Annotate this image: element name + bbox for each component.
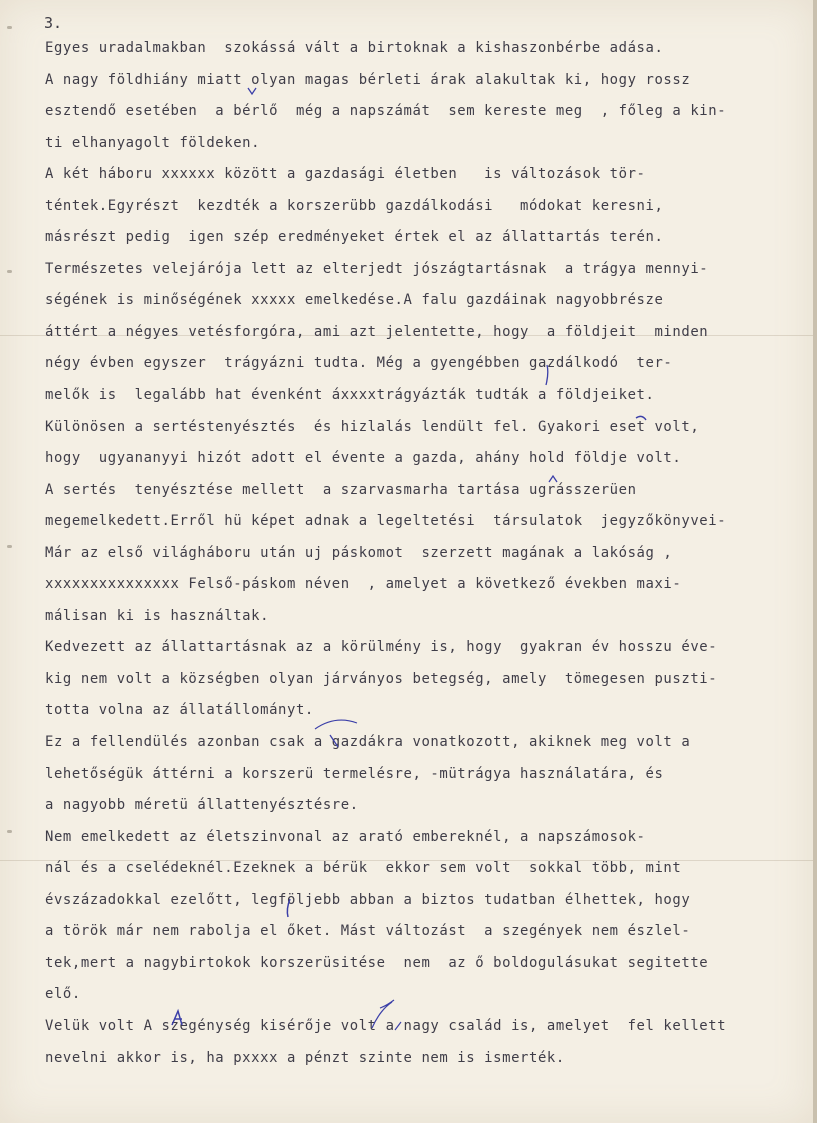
text-line: lehetőségük áttérni a korszerü termelésre, -mütrágya használatára, és xyxy=(45,765,664,782)
text-line: hogy ugyananyyi hizót adott el évente a gazda, ahány hold földje volt. xyxy=(45,450,682,467)
text-line: esztendő esetében a bérlő még a napszámát sem kereste meg , főleg a kin- xyxy=(45,103,727,120)
text-line: A sertés tenyésztése mellett a szarvasmarha tartása ugrásszerüen xyxy=(45,481,637,498)
ink-correction-mark xyxy=(172,1011,182,1025)
insertion-caret xyxy=(248,88,256,94)
text-line: xxxxxxxxxxxxxxx Felső-páskom néven , amelyet a következő években maxi- xyxy=(45,576,682,593)
ink-stroke xyxy=(636,416,646,420)
text-line: nál és a cselédeknél.Ezeknek a bérük ekkor sem volt sokkal több, mint xyxy=(45,860,682,877)
text-line: Természetes velejárója lett az elterjedt jószágtartásnak a trágya mennyi- xyxy=(45,260,709,277)
text-line: ségének is minőségének xxxxx emelkedése.A falu gazdáinak nagyobbrésze xyxy=(45,292,664,309)
ink-note-stroke xyxy=(315,720,357,729)
text-line: melők is legalább hat évenként áxxxxtrágyázták tudták a földjeiket. xyxy=(45,387,655,404)
text-line: téntek.Egyrészt kezdték a korszerübb gazdálkodási módokat keresni, xyxy=(45,197,664,214)
text-line: Ez a fellendülés azonban csak a gazdákra vonatkozott, akiknek meg volt a xyxy=(45,734,691,751)
text-line: A nagy földhiány miatt olyan magas bérleti árak alakultak ki, hogy rossz xyxy=(45,71,691,88)
ink-stroke xyxy=(546,365,548,385)
insertion-caret xyxy=(330,735,338,747)
text-line: Nem emelkedett az életszinvonal az arató embereknél, a napszámosok- xyxy=(45,828,646,845)
text-line: másrészt pedig igen szép eredményeket értek el az állattartás terén. xyxy=(45,229,664,246)
text-line: évszázadokkal ezelőtt, legföljebb abban a biztos tudatban élhettek, hogy xyxy=(45,891,691,908)
text-line: a török már nem rabolja el őket. Mást változást a szegények nem észlel- xyxy=(45,923,691,940)
ink-stroke xyxy=(287,899,290,917)
text-line: A két háboru xxxxxx között a gazdasági életben is változások tör- xyxy=(45,166,646,183)
text-line: áttért a négyes vetésforgóra, ami azt jelentette, hogy a földjeit minden xyxy=(45,323,709,340)
text-line: ti elhanyagolt földeken. xyxy=(45,134,261,151)
ink-note-stroke xyxy=(372,1000,394,1028)
text-line: tek,mert a nagybirtokok korszerüsitése nem az ő boldogulásukat segitette xyxy=(45,954,709,971)
page-number: 3. xyxy=(44,14,63,32)
text-line: a nagyobb méretü állattenyésztésre. xyxy=(45,797,359,814)
text-line: totta volna az állatállományt. xyxy=(45,702,314,719)
text-line: megemelkedett.Erről hü képet adnak a legeltetési társulatok jegyzőkönyvei- xyxy=(45,513,727,530)
text-line: Kedvezett az állattartásnak az a körülmény is, hogy gyakran év hosszu éve- xyxy=(45,639,718,656)
text-line: Velük volt A szegénység kisérője volt a nagy család is, amelyet fel kellett xyxy=(45,1017,727,1034)
insertion-caret xyxy=(549,476,557,482)
text-line: Egyes uradalmakban szokássá vált a birtoknak a kishaszonbérbe adása. xyxy=(45,40,664,56)
page-edge xyxy=(813,0,817,1123)
text-line: Már az első világháboru után uj páskomot szerzett magának a lakóság , xyxy=(45,544,673,561)
text-line: elő. xyxy=(45,986,81,1003)
text-line: négy évben egyszer trágyázni tudta. Még a gyengébben gazdálkodó ter- xyxy=(45,355,673,372)
text-line: nevelni akkor is, ha pxxxx a pénzt szinte nem is ismerték. xyxy=(45,1049,565,1066)
text-line: Különösen a sertéstenyésztés és hizlalás lendült fel. Gyakori eset volt, xyxy=(45,418,700,435)
text-line: málisan ki is használtak. xyxy=(45,607,270,624)
text-line: kig nem volt a községben olyan járványos betegség, amely tömegesen puszti- xyxy=(45,670,718,687)
insertion-caret xyxy=(395,1022,401,1030)
